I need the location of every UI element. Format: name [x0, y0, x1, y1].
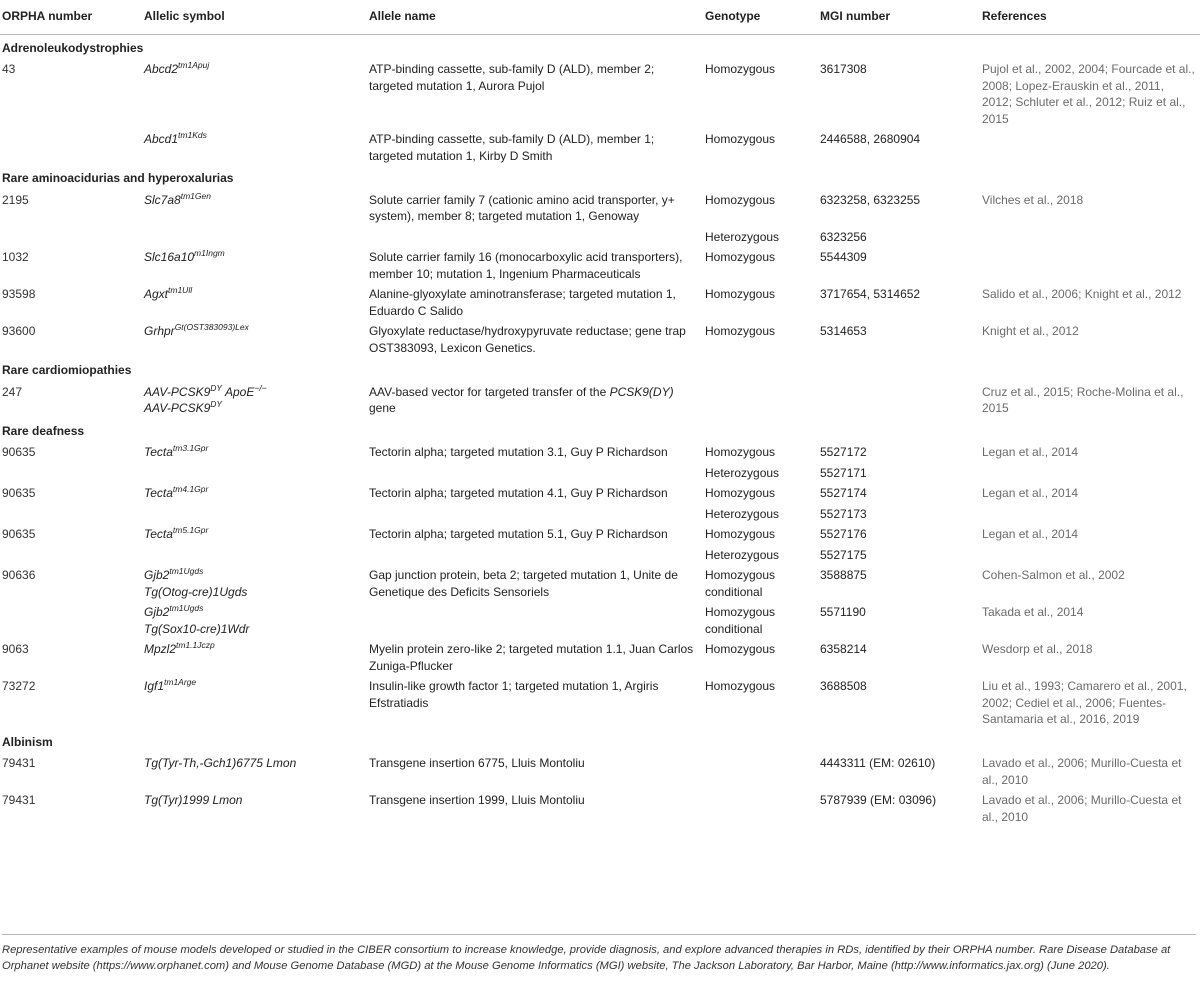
- mgi-number-cell: 5527175: [820, 547, 867, 562]
- allelic-symbol-cell: [140, 189, 365, 226]
- genotype-cell: [701, 381, 816, 418]
- allelic-symbol-line: [144, 604, 361, 621]
- references-cell: [978, 503, 1200, 524]
- allele-name-cell: Insulin-like growth factor 1; targeted mutation 1, Argiris Efstratiadis: [369, 679, 659, 710]
- allelic-symbol-cell: [140, 226, 365, 247]
- section-row: [0, 34, 1200, 58]
- allelic-symbol-cell: [140, 638, 365, 675]
- references-cell: Salido et al., 2006; Knight et al., 2012: [982, 287, 1182, 301]
- section-title: Rare aminoacidurias and hyperoxalurias: [2, 171, 234, 185]
- allelic-symbol-line: [144, 131, 361, 148]
- symbol-base: Mpzl2: [144, 642, 177, 656]
- allele-name-cell: [365, 601, 701, 638]
- orpha-number-cell: 9063: [2, 642, 29, 656]
- references-cell: Legan et al., 2014: [982, 445, 1079, 459]
- allelic-symbol-line: [144, 444, 361, 461]
- symbol-superscript: DY: [210, 382, 223, 393]
- genotype-cell: Homozygous: [705, 527, 776, 541]
- allele-name-cell: Solute carrier family 16 (monocarboxylic acid transporters), member 10; mutation 1, Ingenium Pharmaceuticals: [369, 250, 683, 281]
- symbol-superscript: tm1Gen: [180, 190, 211, 201]
- allelic-symbol-line: [144, 61, 361, 78]
- allelic-symbol-cell: [140, 523, 365, 544]
- table-row: [0, 58, 1200, 128]
- header-row: [0, 0, 1200, 34]
- mgi-number-cell: 3688508: [820, 679, 867, 693]
- table-row: [0, 462, 1200, 483]
- orpha-number-cell: 43: [2, 62, 16, 76]
- mgi-number-cell: 6358214: [820, 642, 867, 656]
- allelic-symbol-line: [144, 400, 361, 417]
- mgi-number-cell: 5527171: [820, 465, 867, 480]
- mgi-number-cell: 3617308: [820, 62, 867, 76]
- allele-name-cell: ATP-binding cassette, sub-family D (ALD), member 2; targeted mutation 1, Aurora Pujol: [369, 62, 655, 93]
- genotype-cell: Homozygous: [705, 132, 776, 146]
- allelic-symbol-line: [144, 286, 361, 303]
- symbol-superscript: tm4.1Gpr: [172, 484, 209, 494]
- orpha-number-cell: 73272: [2, 679, 36, 693]
- genotype-cell: Homozygous: [705, 679, 776, 693]
- allele-name-cell: Gap junction protein, beta 2; targeted mutation 1, Unite de Genetique des Deficits Sensoriels: [369, 568, 678, 599]
- table-row: [0, 189, 1200, 226]
- genotype-cell: [701, 752, 816, 789]
- table-row: [0, 523, 1200, 544]
- orpha-number-cell: [0, 503, 140, 524]
- mgi-number-cell: 4443311 (EM: 02610): [820, 756, 936, 770]
- header-allele-name: Allele name: [365, 0, 701, 34]
- allelic-symbol-line: [144, 567, 361, 584]
- genotype-cell: Homozygous: [705, 642, 776, 656]
- genotype-cell: Homozygous: [705, 445, 776, 459]
- mgi-number-cell: 5527176: [820, 527, 867, 541]
- orpha-number-cell: [0, 544, 140, 565]
- allelic-symbol-line: [144, 621, 361, 638]
- table-row: [0, 675, 1200, 729]
- allelic-symbol-cell: [140, 601, 365, 638]
- allele-name-cell: Tectorin alpha; targeted mutation 5.1, Guy P Richardson: [369, 527, 668, 541]
- references-cell: Wesdorp et al., 2018: [982, 642, 1093, 656]
- allelic-symbol-cell: [140, 675, 365, 729]
- mgi-number-cell: 5544309: [820, 250, 867, 264]
- mgi-number-cell: [816, 381, 978, 418]
- symbol-base: AAV-PCSK9: [144, 384, 211, 399]
- references-cell: Vilches et al., 2018: [982, 192, 1084, 207]
- allele-name-cell: Solute carrier family 7 (cationic amino acid transporter, y+ system), member 8; targeted mutation 1, Genoway: [369, 192, 675, 223]
- genotype-cell: Homozygous: [705, 62, 776, 76]
- symbol-superscript: tm1Kds: [178, 130, 207, 140]
- allele-name-cell: [365, 462, 701, 483]
- section-title: Albinism: [2, 734, 53, 749]
- allelic-symbol-cell: [140, 482, 365, 503]
- allelic-symbol-line: [144, 384, 361, 401]
- table-row: [0, 503, 1200, 524]
- orpha-number-cell: [0, 128, 140, 165]
- mgi-number-cell: 2446588, 2680904: [820, 132, 921, 146]
- table-row: [0, 638, 1200, 675]
- table-row: [0, 564, 1200, 601]
- references-cell: [978, 226, 1200, 247]
- section-row: [0, 418, 1200, 442]
- genotype-cell: Heterozygous: [705, 547, 780, 562]
- mgi-number-cell: 6323256: [820, 229, 867, 244]
- symbol-superscript: tm1Apuj: [178, 60, 210, 70]
- symbol-base: Tecta: [144, 486, 173, 500]
- mgi-number-cell: 5527174: [820, 486, 867, 500]
- allele-name-cell: Glyoxylate reductase/hydroxypyruvate reductase; gene trap OST383093, Lexicon Genetics.: [369, 324, 686, 355]
- symbol-tail-superscript: −/−: [254, 382, 267, 393]
- allelic-symbol-line: [144, 485, 361, 502]
- allele-name-cell: [365, 544, 701, 565]
- allelic-symbol-line: [144, 526, 361, 543]
- symbol-base: Gjb2: [144, 568, 170, 582]
- allele-name-cell: Transgene insertion 6775, Lluis Montoliu: [369, 756, 585, 770]
- orpha-number-cell: 90635: [2, 527, 36, 541]
- symbol-superscript: DY: [210, 399, 223, 409]
- references-cell: [978, 246, 1200, 283]
- symbol-base: Tg(Otog-cre)1Ugds: [144, 584, 248, 599]
- references-cell: Cohen-Salmon et al., 2002: [982, 568, 1125, 582]
- orpha-number-cell: 79431: [2, 756, 36, 770]
- references-cell: [978, 462, 1200, 483]
- symbol-superscript: Gt(OST383093)Lex: [174, 322, 249, 332]
- table-row: [0, 441, 1200, 462]
- genotype-cell: Homozygous conditional: [705, 605, 776, 636]
- mgi-number-cell: 3717654, 5314652: [820, 287, 921, 301]
- orpha-number-cell: 79431: [2, 793, 36, 807]
- allele-name-part: PCSK9(DY): [609, 384, 674, 399]
- references-cell: Pujol et al., 2002, 2004; Fourcade et al., 2008; Lopez-Erauskin et al., 2011, 2012; Schluter et al., 2012; Ruiz et al., 2015: [982, 62, 1195, 126]
- orpha-number-cell: 1032: [2, 250, 29, 264]
- allelic-symbol-line: [144, 584, 361, 601]
- allelic-symbol-line: [144, 192, 361, 209]
- symbol-base: Tg(Sox10-cre)1Wdr: [144, 621, 250, 636]
- orpha-number-cell: 90635: [2, 445, 36, 459]
- header-mgi-number: MGI number: [816, 0, 978, 34]
- table-row: [0, 752, 1200, 789]
- section-title: Rare deafness: [2, 423, 85, 438]
- genotype-cell: Homozygous: [705, 287, 776, 301]
- table-row: [0, 544, 1200, 565]
- symbol-base: Abcd1: [144, 132, 179, 146]
- references-cell: Legan et al., 2014: [982, 527, 1079, 541]
- allelic-symbol-line: [144, 678, 361, 695]
- genotype-cell: [701, 789, 816, 826]
- mgi-number-cell: 5527172: [820, 445, 867, 459]
- allelic-symbol-line: [144, 323, 361, 340]
- symbol-superscript: tm1Ugds: [169, 603, 204, 613]
- table-row: [0, 601, 1200, 638]
- allele-name-part: gene: [369, 401, 396, 415]
- allelic-symbol-cell: [140, 320, 365, 357]
- orpha-number-cell: [0, 226, 140, 247]
- allelic-symbol-cell: [140, 503, 365, 524]
- symbol-superscript: tm1.1Jczp: [176, 640, 215, 650]
- section-row: [0, 165, 1200, 189]
- table-row: [0, 320, 1200, 357]
- allele-name-cell: [365, 381, 701, 418]
- allelic-symbol-line: [144, 641, 361, 658]
- orpha-number-cell: 93600: [2, 324, 36, 338]
- allelic-symbol-cell: [140, 283, 365, 320]
- symbol-base: Slc7a8: [144, 192, 181, 207]
- allelic-symbol-cell: [140, 58, 365, 128]
- orpha-number-cell: [0, 462, 140, 483]
- allelic-symbol-cell: [140, 752, 365, 789]
- symbol-base: Slc16a10: [144, 250, 195, 264]
- allele-name-cell: ATP-binding cassette, sub-family D (ALD), member 1; targeted mutation 1, Kirby D Smith: [369, 132, 655, 163]
- references-cell: [978, 544, 1200, 565]
- allele-name-cell: Myelin protein zero-like 2; targeted mutation 1.1, Juan Carlos Zuniga-Pflucker: [369, 642, 694, 673]
- genotype-cell: Heterozygous: [705, 229, 780, 244]
- orpha-number-cell: [0, 601, 140, 638]
- allelic-symbol-cell: [140, 128, 365, 165]
- allele-name-cell: [365, 226, 701, 247]
- symbol-base: Tecta: [144, 445, 173, 459]
- symbol-base: Tg(Tyr-Th,-Gch1)6775 Lmon: [144, 756, 297, 770]
- allele-name-cell: Alanine-glyoxylate aminotransferase; targeted mutation 1, Eduardo C Salido: [369, 287, 676, 318]
- symbol-base: Grhpr: [144, 324, 175, 338]
- symbol-superscript: tm5.1Gpr: [172, 525, 209, 535]
- genotype-cell: Homozygous: [705, 324, 776, 338]
- table-body: [0, 34, 1200, 826]
- references-cell: [978, 128, 1200, 165]
- genotype-cell: Heterozygous: [705, 465, 780, 480]
- table-row: [0, 381, 1200, 418]
- genotype-cell: Homozygous conditional: [705, 568, 776, 599]
- section-title: Adrenoleukodystrophies: [2, 40, 144, 55]
- orpha-number-cell: 247: [2, 384, 23, 399]
- mgi-number-cell: 5571190: [820, 605, 866, 619]
- symbol-superscript: tm3.1Gpr: [172, 443, 209, 453]
- references-cell: Cruz et al., 2015; Roche-Molina et al., 2015: [982, 384, 1184, 415]
- symbol-base: Abcd2: [144, 62, 179, 76]
- allelic-symbol-cell: [140, 789, 365, 826]
- references-cell: Lavado et al., 2006; Murillo-Cuesta et al., 2010: [982, 756, 1182, 787]
- mgi-number-cell: 5787939 (EM: 03096): [820, 793, 937, 807]
- table-row: [0, 246, 1200, 283]
- allelic-symbol-line: [144, 755, 361, 772]
- allele-name-cell: [365, 503, 701, 524]
- allele-name-cell: Transgene insertion 1999, Lluis Montoliu: [369, 793, 585, 807]
- mgi-number-cell: 5314653: [820, 324, 867, 338]
- table-row: [0, 283, 1200, 320]
- orpha-number-cell: 90635: [2, 486, 36, 500]
- orpha-number-cell: 90636: [2, 568, 36, 582]
- genotype-cell: Homozygous: [705, 486, 776, 500]
- references-cell: Lavado et al., 2006; Murillo-Cuesta et al., 2010: [982, 793, 1182, 824]
- symbol-base: AAV-PCSK9: [144, 401, 211, 415]
- header-genotype: Genotype: [701, 0, 816, 34]
- allelic-symbol-cell: [140, 544, 365, 565]
- symbol-superscript: tm1Ull: [168, 285, 193, 295]
- header-allelic-symbol: Allelic symbol: [140, 0, 365, 34]
- symbol-superscript: tm1Arge: [164, 677, 197, 687]
- genotype-cell: Homozygous: [705, 250, 776, 264]
- header-references: References: [978, 0, 1200, 34]
- symbol-superscript: m1Ingm: [194, 248, 225, 258]
- table-row: [0, 482, 1200, 503]
- allelic-symbol-cell: [140, 564, 365, 601]
- table-row: [0, 128, 1200, 165]
- orpha-number-cell: 2195: [2, 192, 29, 207]
- allele-name-cell: Tectorin alpha; targeted mutation 4.1, Guy P Richardson: [369, 486, 668, 500]
- allelic-symbol-cell: [140, 246, 365, 283]
- allelic-symbol-line: [144, 249, 361, 266]
- symbol-base: Tg(Tyr)1999 Lmon: [144, 793, 243, 807]
- allele-name-cell: Tectorin alpha; targeted mutation 3.1, Guy P Richardson: [369, 445, 668, 459]
- section-row: [0, 729, 1200, 753]
- allele-name-part: AAV-based vector for targeted transfer of the: [369, 384, 610, 399]
- references-cell: Knight et al., 2012: [982, 324, 1079, 338]
- section-title: Rare cardiomiopathies: [2, 363, 132, 377]
- table-row: [0, 226, 1200, 247]
- table-row: [0, 789, 1200, 826]
- mgi-number-cell: 3588875: [820, 568, 867, 582]
- references-cell: Legan et al., 2014: [982, 486, 1079, 500]
- orpha-number-cell: 93598: [2, 287, 36, 301]
- table-header: [0, 0, 1200, 34]
- header-orpha-number: ORPHA number: [0, 0, 140, 34]
- genotype-cell: Homozygous: [705, 192, 776, 207]
- mgi-number-cell: 6323258, 6323255: [820, 192, 921, 207]
- table-caption: Representative examples of mouse models developed or studied in the CIBER consortium to increase knowledge, provide diagnosis, and explore advanced therapies in RDs, identified by their ORPHA number. Rare Disease Database at Orphanet website (https://www.orphanet.com) and Mouse Genome Database (MGD) at the Mouse Genome Informatics (MGI) website, The Jackson Laboratory, Bar Harbor, Maine (http://www.informatics.jax.org) (June 2020).: [2, 934, 1196, 974]
- symbol-base: Tecta: [144, 527, 173, 541]
- symbol-superscript: tm1Ugds: [169, 566, 204, 576]
- symbol-base: Gjb2: [144, 605, 170, 619]
- allelic-symbol-cell: [140, 462, 365, 483]
- symbol-base: Agxt: [144, 287, 169, 301]
- allelic-symbol-cell: [140, 381, 365, 418]
- genotype-cell: Heterozygous: [705, 506, 780, 521]
- allelic-symbol-line: [144, 792, 361, 809]
- symbol-base: Igf1: [144, 679, 165, 693]
- references-cell: Takada et al., 2014: [982, 605, 1084, 619]
- symbol-tail: ApoE: [222, 384, 255, 399]
- mgi-number-cell: 5527173: [820, 506, 867, 521]
- references-cell: Liu et al., 1993; Camarero et al., 2001, 2002; Cediel et al., 2006; Fuentes-Santamaria et al., 2016, 2019: [982, 679, 1187, 726]
- section-row: [0, 357, 1200, 381]
- allelic-symbol-cell: [140, 441, 365, 462]
